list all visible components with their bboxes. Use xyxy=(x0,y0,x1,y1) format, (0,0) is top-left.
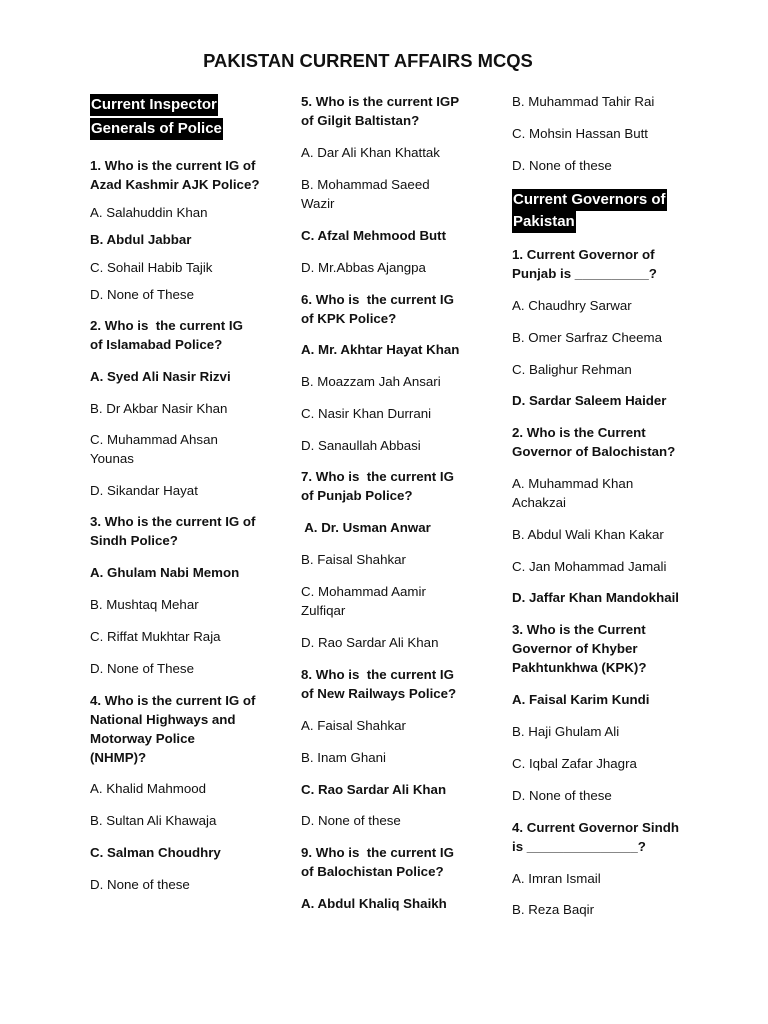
option-text: B. Haji Ghulam Ali xyxy=(512,724,620,739)
question-line: 7. Who is the current IG xyxy=(301,469,454,484)
question-line: Azad Kashmir AJK Police? xyxy=(90,177,260,192)
option xyxy=(512,869,601,888)
option xyxy=(301,175,430,213)
question xyxy=(301,92,459,130)
option-text: B. Mushtaq Mehar xyxy=(90,597,199,612)
option-text: Younas xyxy=(90,451,134,466)
option-text: B. Sultan Ali Khawaja xyxy=(90,813,217,828)
question-line: of KPK Police? xyxy=(301,311,397,326)
option xyxy=(512,474,633,512)
option-text: Achakzai xyxy=(512,495,566,510)
question-line: 4. Who is the current IG of xyxy=(90,693,256,708)
option-text: A. Syed Ali Nasir Rizvi xyxy=(90,369,231,384)
correct-option xyxy=(512,391,666,410)
option-text: C. Jan Mohammad Jamali xyxy=(512,559,667,574)
option-text: B. Moazzam Jah Ansari xyxy=(301,374,441,389)
question-line: Governor of Khyber xyxy=(512,641,638,656)
option-text: C. Iqbal Zafar Jhagra xyxy=(512,756,637,771)
option xyxy=(512,900,594,919)
option xyxy=(301,404,431,423)
option xyxy=(301,582,426,620)
question-line: 1. Who is the current IG of xyxy=(90,158,256,173)
option xyxy=(90,481,198,500)
option-text: A. Faisal Shahkar xyxy=(301,718,406,733)
option xyxy=(90,779,206,798)
option-text: A. Mr. Akhtar Hayat Khan xyxy=(301,342,460,357)
option-text: D. None of These xyxy=(90,661,194,676)
option xyxy=(512,754,637,773)
option xyxy=(512,296,632,315)
question-line: 1. Current Governor of xyxy=(512,247,655,262)
section-heading xyxy=(90,94,223,140)
option-text: C. Balighur Rehman xyxy=(512,362,632,377)
option-text: B. Abdul Jabbar xyxy=(90,232,192,247)
option xyxy=(512,722,619,741)
correct-option xyxy=(90,230,191,249)
question-line: is _______________? xyxy=(512,839,646,854)
option-text: B. Dr Akbar Nasir Khan xyxy=(90,401,228,416)
heading-line: Current Governors of xyxy=(512,189,667,211)
option xyxy=(301,748,386,767)
option-text: C. Afzal Mehmood Butt xyxy=(301,228,447,243)
question-line: 2. Who is the Current xyxy=(512,425,646,440)
option-text: D. Sardar Saleem Haider xyxy=(512,393,667,408)
question xyxy=(301,665,456,703)
option-text: B. Inam Ghani xyxy=(301,750,386,765)
heading-line: Current Inspector xyxy=(90,94,218,116)
option-text: B. Mohammad Saeed xyxy=(301,177,430,192)
correct-option xyxy=(90,563,239,582)
question-line: 3. Who is the current IG of xyxy=(90,514,256,529)
question xyxy=(90,156,259,194)
option xyxy=(90,258,212,277)
question xyxy=(90,691,255,767)
option xyxy=(512,156,612,175)
question xyxy=(90,316,243,354)
option-text: B. Omer Sarfraz Cheema xyxy=(512,330,663,345)
correct-option xyxy=(301,894,447,913)
option xyxy=(90,430,218,468)
option-text: A. Khalid Mahmood xyxy=(90,781,207,796)
question xyxy=(301,290,454,328)
question-line: Governor of Balochistan? xyxy=(512,444,676,459)
correct-option xyxy=(301,518,431,537)
option xyxy=(301,143,440,162)
option xyxy=(512,328,662,347)
question-line: of Islamabad Police? xyxy=(90,337,223,352)
option-text: A. Dr. Usman Anwar xyxy=(301,520,431,535)
question-line: Punjab is __________? xyxy=(512,266,657,281)
option-text: D. None of These xyxy=(90,287,194,302)
section-heading xyxy=(512,189,667,233)
option-text: A. Faisal Karim Kundi xyxy=(512,692,650,707)
question-line: of Gilgit Baltistan? xyxy=(301,113,420,128)
option-text: C. Riffat Mukhtar Raja xyxy=(90,629,221,644)
option-text: B. Abdul Wali Khan Kakar xyxy=(512,527,664,542)
option xyxy=(512,360,632,379)
question-line: Sindh Police? xyxy=(90,533,178,548)
option-text: C. Sohail Habib Tajik xyxy=(90,260,213,275)
option-text: D. Mr.Abbas Ajangpa xyxy=(301,260,426,275)
option xyxy=(301,372,441,391)
option-text: C. Rao Sardar Ali Khan xyxy=(301,782,447,797)
page-title: PAKISTAN CURRENT AFFAIRS MCQS xyxy=(203,50,533,71)
option-text: A. Ghulam Nabi Memon xyxy=(90,565,240,580)
question-line: of New Railways Police? xyxy=(301,686,457,701)
option-text: B. Faisal Shahkar xyxy=(301,552,406,567)
question-line: (NHMP)? xyxy=(90,750,147,765)
option xyxy=(90,285,194,304)
question xyxy=(512,818,679,856)
question xyxy=(90,512,255,550)
option-text: B. Muhammad Tahir Rai xyxy=(512,94,655,109)
option-text: D. None of these xyxy=(512,788,612,803)
question-line: 4. Current Governor Sindh xyxy=(512,820,679,835)
column-left xyxy=(90,0,310,1024)
heading-line: Generals of Police xyxy=(90,118,223,140)
option xyxy=(301,811,401,830)
question xyxy=(512,245,657,283)
question xyxy=(301,843,454,881)
correct-option xyxy=(512,690,649,709)
option-text: A. Imran Ismail xyxy=(512,871,601,886)
option-text: Wazir xyxy=(301,196,335,211)
heading-line: Pakistan xyxy=(512,211,576,233)
column-middle xyxy=(301,0,521,1024)
option-text: C. Salman Choudhry xyxy=(90,845,221,860)
question-line: National Highways and xyxy=(90,712,236,727)
question-line: 5. Who is the current IGP xyxy=(301,94,460,109)
option-text: D. Rao Sardar Ali Khan xyxy=(301,635,439,650)
option-text: D. Jaffar Khan Mandokhail xyxy=(512,590,679,605)
option xyxy=(301,550,406,569)
column-right xyxy=(512,0,732,1024)
question-line: of Punjab Police? xyxy=(301,488,413,503)
option xyxy=(301,716,406,735)
option xyxy=(512,92,654,111)
option-text: D. Sikandar Hayat xyxy=(90,483,198,498)
correct-option xyxy=(301,226,446,245)
option xyxy=(90,627,221,646)
option xyxy=(301,436,421,455)
option-text: A. Abdul Khaliq Shaikh xyxy=(301,896,447,911)
question-line: 3. Who is the Current xyxy=(512,622,646,637)
question-line: Pakhtunkhwa (KPK)? xyxy=(512,660,647,675)
option-text: D. None of these xyxy=(301,813,401,828)
option-text: D. Sanaullah Abbasi xyxy=(301,438,421,453)
option xyxy=(90,811,216,830)
option xyxy=(512,557,666,576)
option-text: C. Mohsin Hassan Butt xyxy=(512,126,648,141)
option xyxy=(90,875,190,894)
correct-option xyxy=(90,367,231,386)
correct-option xyxy=(301,780,446,799)
option-text: C. Muhammad Ahsan xyxy=(90,432,218,447)
option-text: Zulfiqar xyxy=(301,603,346,618)
option xyxy=(301,258,426,277)
question xyxy=(512,620,646,677)
option-text: C. Nasir Khan Durrani xyxy=(301,406,432,421)
option xyxy=(512,525,664,544)
question-line: 8. Who is the current IG xyxy=(301,667,454,682)
question xyxy=(512,423,675,461)
question-line: of Balochistan Police? xyxy=(301,864,444,879)
correct-option xyxy=(512,588,679,607)
option-text: B. Reza Baqir xyxy=(512,902,595,917)
option xyxy=(90,399,227,418)
option-text: A. Salahuddin Khan xyxy=(90,205,208,220)
question xyxy=(301,467,454,505)
option-text: A. Chaudhry Sarwar xyxy=(512,298,632,313)
option-text: D. None of these xyxy=(90,877,190,892)
correct-option xyxy=(301,340,459,359)
question-line: 6. Who is the current IG xyxy=(301,292,454,307)
option-text: A. Muhammad Khan xyxy=(512,476,634,491)
option-text: A. Dar Ali Khan Khattak xyxy=(301,145,440,160)
question-line: 9. Who is the current IG xyxy=(301,845,454,860)
question-line: Motorway Police xyxy=(90,731,195,746)
option xyxy=(90,659,194,678)
option xyxy=(301,633,438,652)
option-text: D. None of these xyxy=(512,158,612,173)
correct-option xyxy=(90,843,221,862)
option xyxy=(90,203,208,222)
option-text: C. Mohammad Aamir xyxy=(301,584,426,599)
option xyxy=(512,786,612,805)
option xyxy=(512,124,648,143)
option xyxy=(90,595,199,614)
question-line: 2. Who is the current IG xyxy=(90,318,243,333)
